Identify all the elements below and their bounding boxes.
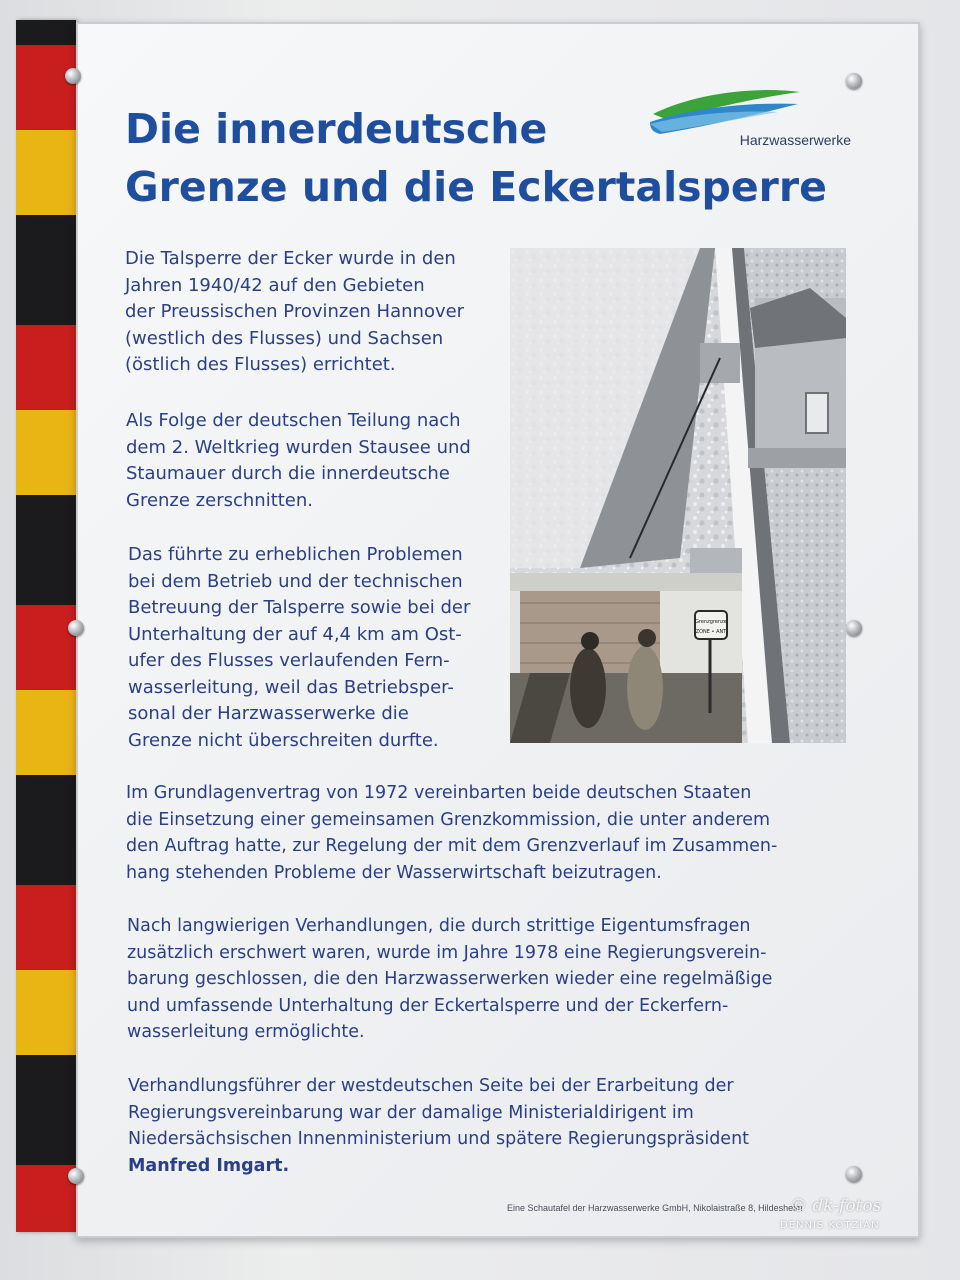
- text-line: Regierungsvereinbarung war der damalige Ministerialdirigent im: [128, 1102, 694, 1123]
- text-line: ufer des Flusses verlaufenden Fern-: [128, 650, 450, 671]
- text-line: Nach langwierigen Verhandlungen, die durch strittige Eigentumsfragen: [127, 916, 751, 936]
- paragraph-6: [128, 1073, 749, 1179]
- screw-icon: [68, 1168, 84, 1184]
- photographer-watermark: © dk-fotos: [790, 1196, 882, 1216]
- screw-icon: [65, 68, 81, 84]
- paragraph-2: [126, 408, 471, 514]
- historic-photo-border-guards: [510, 573, 742, 743]
- paragraph-3: [128, 542, 470, 754]
- text-line: Das führte zu erheblichen Problemen: [128, 544, 463, 565]
- text-line: sonal der Harzwasserwerke die: [128, 703, 409, 724]
- text-line: hang stehenden Probleme der Wasserwirtschaft beizutragen.: [126, 862, 662, 883]
- text-line: barung geschlossen, die den Harzwasserwerken wieder eine regelmäßige: [127, 969, 773, 989]
- text-line: Jahren 1940/42 auf den Gebieten: [125, 274, 425, 296]
- text-line: Als Folge der deutschen Teilung nach: [126, 410, 461, 431]
- paragraph-5: [127, 913, 772, 1046]
- photographer-name-watermark: DENNIS KOTZIAN: [780, 1220, 880, 1231]
- photo-sign-text: Grenzgrenze: [695, 619, 727, 625]
- text-line: Betreuung der Talsperre sowie bei der: [128, 597, 471, 618]
- screw-icon: [846, 620, 862, 636]
- text-line: dem 2. Weltkrieg wurden Stausee und: [126, 436, 471, 458]
- paragraph-4: [126, 780, 777, 886]
- text-line: (östlich des Flusses) errichtet.: [125, 354, 396, 375]
- text-line: wasserleitung, weil das Betriebsper-: [128, 676, 454, 698]
- photo-sign-text: ZONE • ANT: [695, 629, 727, 635]
- text-line: (westlich des Flusses) und Sachsen: [125, 327, 444, 349]
- bold-name: Manfred Imgart.: [128, 1155, 290, 1176]
- footer-credit: Eine Schautafel der Harzwasserwerke GmbH, Nikolaistraße 8, Hildesheim: [507, 1203, 803, 1213]
- text-line: Grenze nicht überschreiten durfte.: [128, 729, 439, 751]
- text-line: die Einsetzung einer gemeinsamen Grenzkommission, die unter anderem: [126, 809, 771, 830]
- text-line: Die Talsperre der Ecker wurde in den: [125, 248, 456, 269]
- text-line: der Preussischen Provinzen Hannover: [125, 301, 465, 322]
- text-line: Niedersächsischen Innenministerium und spätere Regierungspräsident: [128, 1129, 750, 1149]
- border-pole-black-red-gold: [16, 20, 76, 1232]
- harzwasserwerke-logo: [648, 86, 853, 156]
- text-line: Verhandlungsführer der westdeutschen Seite bei der Erarbeitung der: [128, 1076, 734, 1096]
- logo-text: Harzwasserwerke: [739, 132, 851, 148]
- text-line: bei dem Betrieb und der technischen: [128, 570, 463, 592]
- wave-logo-icon: [648, 86, 803, 138]
- text-line: Unterhaltung der auf 4,4 km am Ost-: [128, 623, 462, 645]
- screw-icon: [846, 1166, 862, 1182]
- screw-icon: [68, 620, 84, 636]
- text-line: wasserleitung ermöglichte.: [127, 1022, 365, 1042]
- sign-title-line: Grenze und die Eckertalsperre: [125, 163, 827, 211]
- text-line: Im Grundlagenvertrag von 1972 vereinbarten beide deutschen Staaten: [126, 783, 752, 803]
- text-line: Grenze zerschnitten.: [126, 489, 314, 511]
- text-line: Staumauer durch die innerdeutsche: [126, 463, 450, 484]
- paragraph-1: [125, 246, 464, 379]
- text-line: zusätzlich erschwert waren, wurde im Jahre 1978 eine Regierungsverein-: [127, 942, 767, 963]
- text-line: den Auftrag hatte, zur Regelung der mit dem Grenzverlauf im Zusammen-: [126, 836, 778, 856]
- text-line: und umfassende Unterhaltung der Eckertalsperre und der Eckerfern-: [127, 995, 729, 1016]
- sign-title-line: Die innerdeutsche: [125, 105, 548, 153]
